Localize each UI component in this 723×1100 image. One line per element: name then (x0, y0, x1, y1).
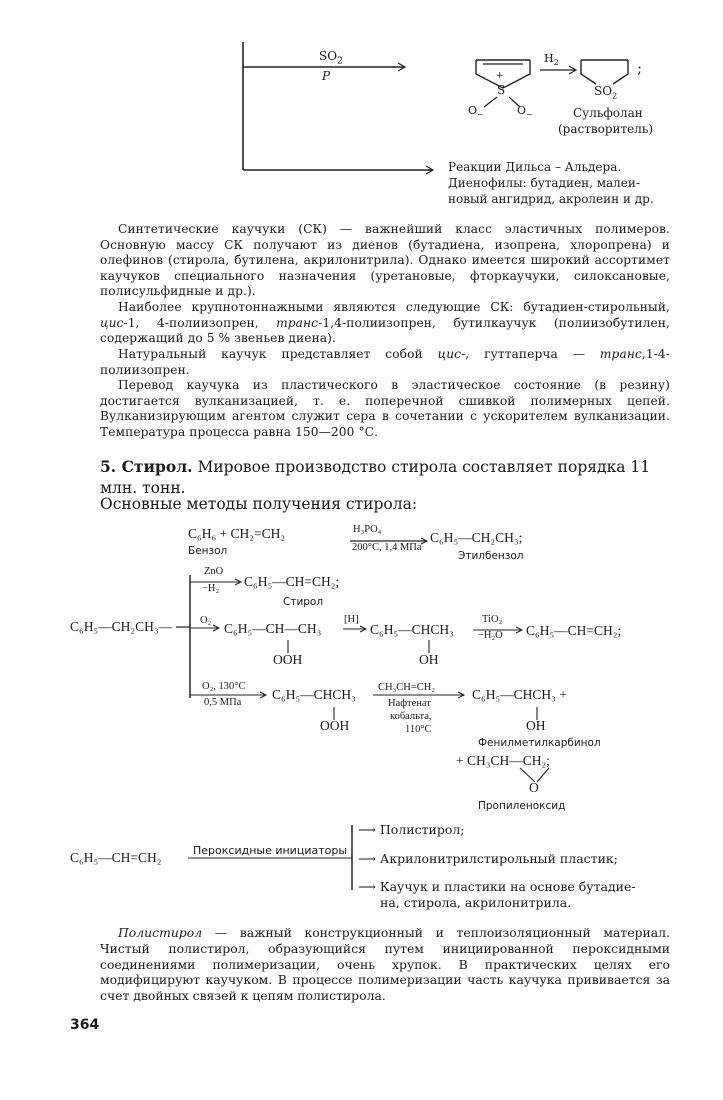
r3-alcohol: C₆H₅—CHCH₃ + (472, 687, 567, 702)
eq1-product-label: Этилбензол (458, 550, 524, 562)
reaction-lines (0, 520, 723, 900)
r3-alcohol-label: Фенилметилкарбинол (478, 737, 601, 749)
ring1-oxygen-right: $O_-$ (517, 104, 533, 120)
paragraph-large-tonnage: Наиболее крупнотоннажными являются следующие СК: бутадиен-стирольный, цис-1, 4-полиизопрен, транс-1,4-полиизопрен, бутилкаучук (полиизобутилен, содержащий до 5 % звеньев диена). (100, 300, 670, 346)
eq1-catalyst: H₃PO₄ (353, 524, 382, 535)
r3-oh: OH (526, 718, 546, 733)
eq1-product: C₆H₅—CH₂CH₃; (430, 530, 523, 545)
ring1-oxygen-left: $O_-$ (468, 104, 484, 120)
r3-ooh: OOH (320, 718, 350, 733)
r1-product: C₆H₅—CH=CH₂; (244, 574, 340, 589)
eq3-initiators: Пероксидные инициаторы (193, 844, 348, 857)
paragraph-polystyrene: Полистирол — важный конструкционный и теплоизоляционный материал. Чистый полистирол, образующийся путем инициированной пероксидными соединениями полимеризации, очень хрупок. В практических целях его модифицируют каучуком. В процессе полимеризации часть каучука прививается за счет двойных связей к цепям полистирола. (100, 925, 670, 1004)
reagent-so2: $SO_2$ (319, 49, 343, 67)
eq1-reactants: C₆H₆ + CH₂=CH₂ (188, 526, 286, 541)
section-styrene: 5. Стирол. Мировое производство стирола составляет порядка 11 млн. тонн. (100, 457, 651, 497)
r2-dehydration: −H₂O (478, 630, 503, 641)
eq3-output-polystyrene: ⟶ Полистирол; (358, 822, 465, 837)
eq1-conditions: 200°C, 1,4 МПа (352, 542, 422, 553)
sulfolane-name: Сульфолан (573, 106, 643, 120)
r2-ooh: OOH (273, 652, 303, 667)
paragraph-natural-rubber: Натуральный каучук представляет собой цис-, гуттаперча — транс,1-4-полиизопрен. (100, 347, 670, 377)
ring1-plus: + (496, 71, 504, 81)
r3-oxide-o: O (529, 780, 539, 795)
h2-label: $H_2$ (544, 52, 559, 68)
sulfolane-note: (растворитель) (558, 122, 654, 136)
r1-styrene-label: Стирол (283, 596, 324, 608)
r3-catalyst-1: Нафтенат (388, 698, 431, 709)
r1-catalyst: ZnO (204, 566, 224, 577)
eq1-benzene-label: Бензол (188, 545, 228, 557)
r3-catalyst: O₂, 130°C (202, 681, 246, 692)
r3-hydroperoxide: C₆H₅—CHCH₃ (272, 687, 356, 702)
eq3-output-rubber-line2: на, стирола, акрилонитрила. (380, 895, 572, 910)
r2-reduction: [H] (344, 614, 359, 625)
r3-temperature: 110°C (405, 724, 432, 735)
ring1-sulfur: S (497, 83, 506, 97)
paragraph-synthetic-rubbers: Синтетические каучуки (СК) — важнейший класс эластичных полимеров. Основную массу СК получают из диенов (бутадиена, изопрена, хлоропрена) и олефинов (стирола, бутилена, акрилонитрила). Однако имеется широкий ассортимет каучуков специального назначения (уретановые, фторкаучуки, силоксановые, полисульфидные и др.). (100, 222, 670, 299)
eq3-output-rubber-line1: ⟶ Каучук и пластики на основе бутадие- (358, 879, 636, 894)
ring2-so2: $SO_2$ (594, 84, 618, 101)
r3-catalyst-2: кобальта, (390, 711, 432, 722)
r3-oxide: + CH₃CH—CH₂; (456, 753, 550, 768)
r1-condition: −H₂ (202, 583, 220, 594)
page-number: 364 (70, 1017, 100, 1033)
r3-reagent: CH₃CH=CH₂ (378, 682, 436, 693)
r3-oxide-label: Пропиленоксид (478, 800, 566, 812)
section-methods-heading: Основные методы получения стирола: (100, 495, 418, 513)
r2-catalyst: O₂ (200, 615, 212, 626)
condition-pressure: P (322, 69, 331, 83)
paragraph-vulcanization: Перевод каучука из пластического в эластическое состояние (в резину) достигается вулканизацией, т. е. поперечной сшивкой полимерных цепей. Вулканизирующим агентом служит сера в сочетании с ускорителем вулканизации. Температура процесса равна 150—200 °С. (100, 378, 670, 439)
r2-alcohol: C₆H₅—CHCH₃ (370, 622, 454, 637)
eq3-monomer: C₆H₅—CH=CH₂ (70, 850, 162, 865)
r2-oh: OH (419, 652, 439, 667)
eq2-start: C₆H₅—CH₂CH₃— (70, 619, 173, 634)
r3-condition: 0,5 МПа (204, 697, 242, 708)
eq3-output-acrylonitrile: ⟶ Акрилонитрилстирольный пластик; (358, 851, 618, 866)
diels-alder-line1: Реакции Дильса – Альдера. (448, 160, 622, 174)
r2-product: C₆H₅—CH=CH₂; (526, 623, 622, 638)
diels-alder-line2: Диенофилы: бутадиен, малеи- (448, 176, 640, 190)
r2-hydroperoxide: C₆H₅—CH—CH₃ (224, 621, 322, 636)
scheme-semicolon: ; (637, 59, 643, 77)
diels-alder-line3: новый ангидрид, акролеин и др. (448, 192, 654, 206)
r2-tio2: TiO₂ (482, 614, 503, 625)
